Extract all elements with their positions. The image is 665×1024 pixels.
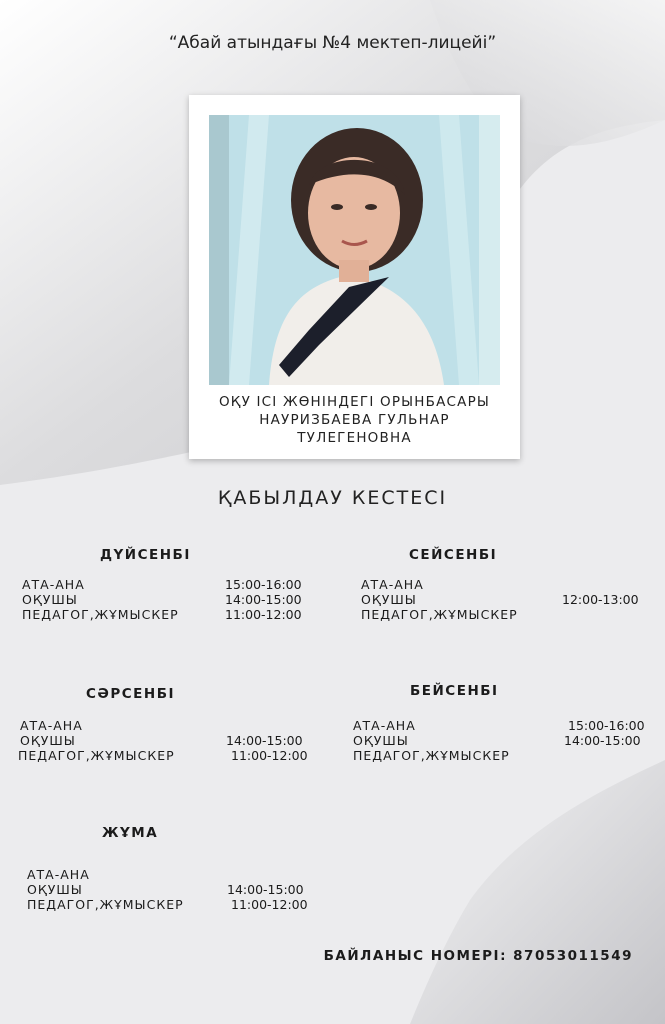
wednesday-parents: АТА-АНА bbox=[20, 718, 83, 733]
portrait-caption bbox=[189, 393, 520, 447]
schedule-title: ҚАБЫЛДАУ КЕСТЕСІ bbox=[217, 487, 448, 509]
day-thursday: БЕЙСЕНБІ bbox=[410, 683, 499, 699]
friday-parents: АТА-АНА bbox=[27, 867, 90, 882]
friday-time-students: 14:00-15:00 bbox=[227, 882, 304, 897]
name-line-1: НАУРИЗБАЕВА ГУЛЬНАР bbox=[259, 412, 450, 428]
day-friday: ЖҰМА bbox=[102, 825, 159, 841]
thursday-students: ОҚУШЫ bbox=[353, 733, 409, 748]
tuesday-staff: ПЕДАГОГ,ЖҰМЫСКЕР bbox=[361, 607, 518, 622]
wednesday-time-staff: 11:00-12:00 bbox=[231, 748, 308, 763]
contact-number: БАЙЛАНЫС НОМЕРІ: 87053011549 bbox=[323, 948, 633, 964]
wednesday-students: ОҚУШЫ bbox=[20, 733, 76, 748]
portrait-card bbox=[189, 95, 520, 459]
day-monday: ДҮЙСЕНБІ bbox=[100, 547, 191, 563]
day-wednesday: СӘРСЕНБІ bbox=[86, 686, 176, 702]
tuesday-parents: АТА-АНА bbox=[361, 577, 424, 592]
wednesday-time-students: 14:00-15:00 bbox=[226, 733, 303, 748]
friday-students: ОҚУШЫ bbox=[27, 882, 83, 897]
friday-time-staff: 11:00-12:00 bbox=[231, 897, 308, 912]
monday-time-parents: 15:00-16:00 bbox=[225, 577, 302, 592]
thursday-staff: ПЕДАГОГ,ЖҰМЫСКЕР bbox=[353, 748, 510, 763]
friday-staff: ПЕДАГОГ,ЖҰМЫСКЕР bbox=[27, 897, 184, 912]
thursday-parents: АТА-АНА bbox=[353, 718, 416, 733]
monday-parents: АТА-АНА bbox=[22, 577, 85, 592]
monday-staff: ПЕДАГОГ,ЖҰМЫСКЕР bbox=[22, 607, 179, 622]
position-text: ОҚУ ІСІ ЖӨНІНДЕГІ ОРЫНБАСАРЫ bbox=[218, 394, 491, 410]
school-name: “Абай атындағы №4 мектеп-лицейі” bbox=[168, 33, 497, 53]
wednesday-staff: ПЕДАГОГ,ЖҰМЫСКЕР bbox=[18, 748, 175, 763]
day-tuesday: СЕЙСЕНБІ bbox=[409, 547, 498, 563]
thursday-time-parents: 15:00-16:00 bbox=[568, 718, 645, 733]
tuesday-time-students: 12:00-13:00 bbox=[562, 592, 639, 607]
monday-students: ОҚУШЫ bbox=[22, 592, 78, 607]
tuesday-students: ОҚУШЫ bbox=[361, 592, 417, 607]
thursday-time-students: 14:00-15:00 bbox=[564, 733, 641, 748]
portrait-illustration bbox=[209, 115, 500, 385]
monday-time-staff: 11:00-12:00 bbox=[225, 607, 302, 622]
portrait-photo bbox=[209, 115, 500, 385]
monday-time-students: 14:00-15:00 bbox=[225, 592, 302, 607]
name-line-2: ТУЛЕГЕНОВНА bbox=[297, 430, 412, 446]
